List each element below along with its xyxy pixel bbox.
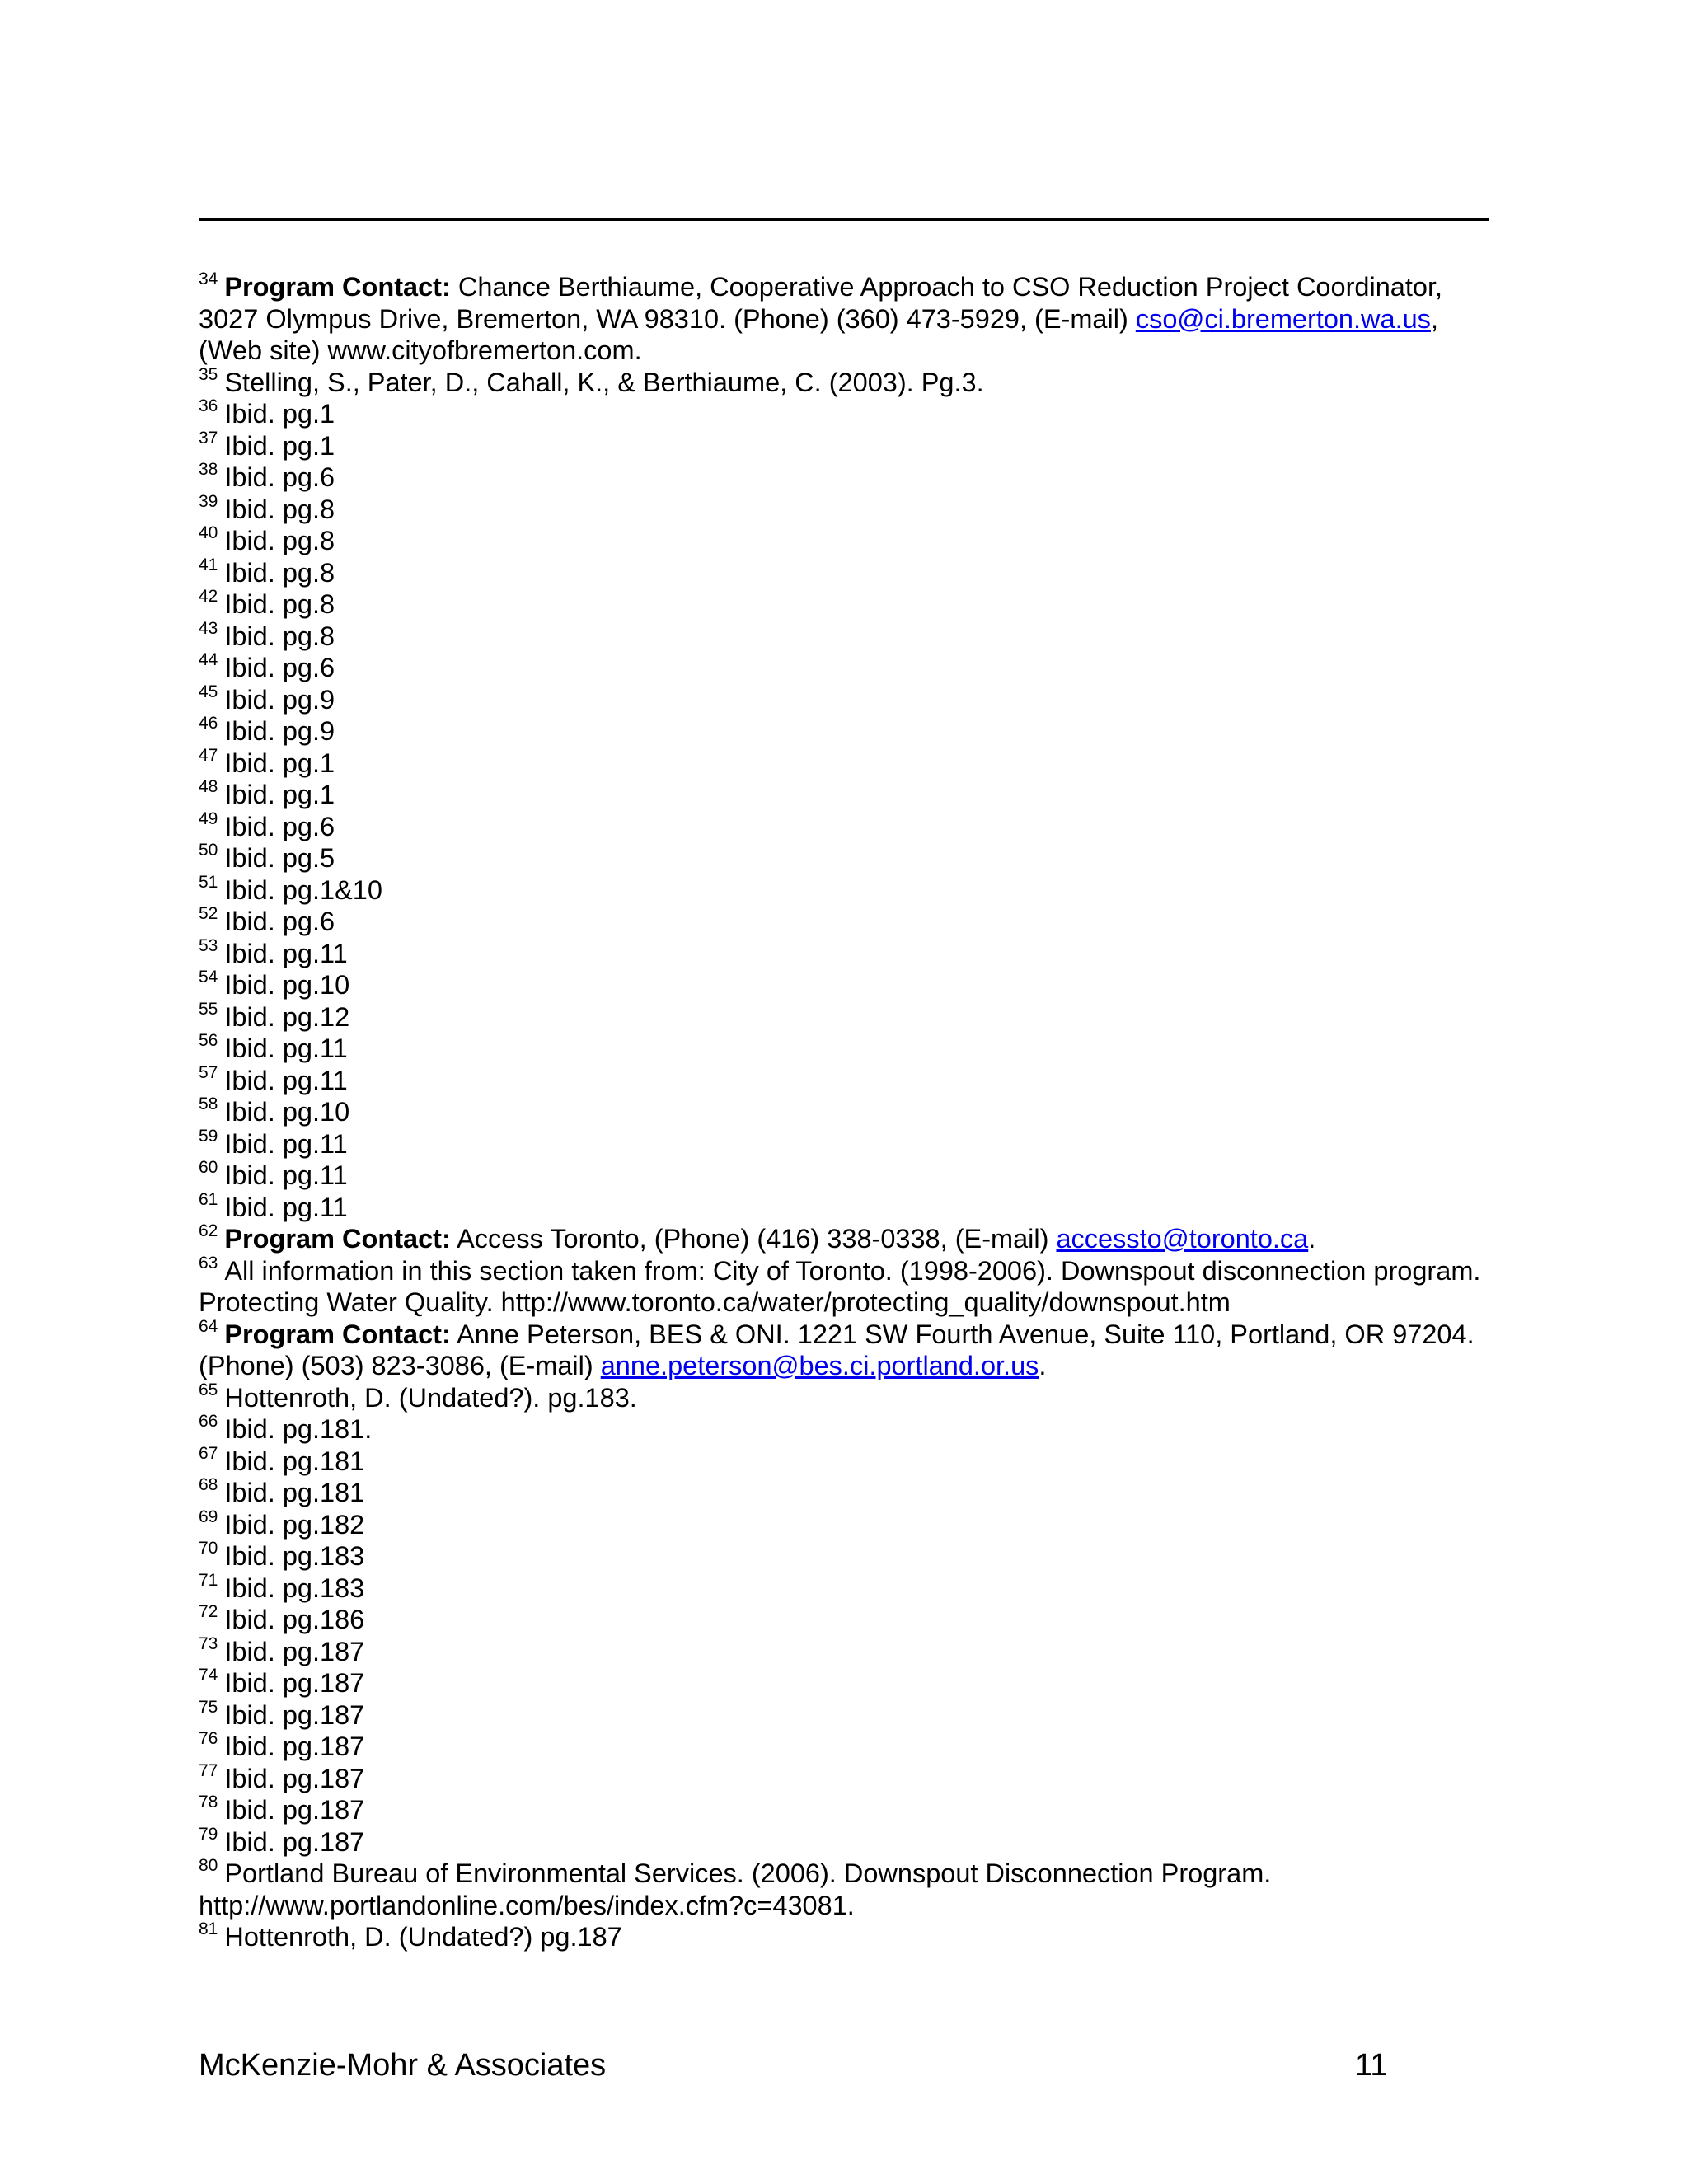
- footnote-77: [199, 1760, 1497, 1795]
- footnote-number: 47: [199, 745, 218, 765]
- footnote-number: 81: [199, 1919, 218, 1939]
- footnote-text-tail: .: [1039, 1351, 1047, 1380]
- footnote-text: Hottenroth, D. (Undated?) pg.187: [224, 1922, 622, 1952]
- footnote-58: [199, 1096, 1497, 1128]
- footnote-number: 35: [199, 364, 218, 384]
- footnotes-list: [199, 271, 1497, 1953]
- footnote-number: 64: [199, 1316, 218, 1336]
- footnote-text: Ibid. pg.11: [224, 1192, 348, 1222]
- footnote-36: [199, 398, 1497, 430]
- footnote-number: 57: [199, 1062, 218, 1082]
- footnote-73: [199, 1633, 1497, 1668]
- footnote-number: 76: [199, 1729, 218, 1749]
- footnote-40: [199, 525, 1497, 557]
- footnote-number: 55: [199, 999, 218, 1019]
- footnote-text-tail: , (Web site) www.cityofbremerton.com.: [199, 303, 1438, 365]
- footnote-text: Ibid. pg.1: [224, 430, 335, 461]
- footnote-38: [199, 462, 1497, 494]
- footnote-text: Ibid. pg.11: [224, 1160, 348, 1190]
- footnote-46: [199, 715, 1497, 748]
- footnote-text: Ibid. pg.6: [224, 811, 335, 841]
- footnote-number: 36: [199, 396, 218, 416]
- footnote-text: Ibid. pg.6: [224, 653, 335, 682]
- footnote-number: 50: [199, 841, 218, 860]
- footnote-70: [199, 1540, 1497, 1572]
- footnote-number: 53: [199, 935, 218, 955]
- footnote-number: 78: [199, 1793, 218, 1812]
- footnote-text: Ibid. pg.5: [224, 843, 335, 873]
- footnote-text: Ibid. pg.8: [224, 557, 335, 588]
- footnote-72: [199, 1604, 1497, 1636]
- footnote-42: [199, 588, 1497, 621]
- footnote-56: [199, 1033, 1497, 1065]
- footnote-48: [199, 779, 1497, 811]
- email-link[interactable]: cso@ci.bremerton.wa.us: [1135, 303, 1431, 334]
- footnote-text: Ibid. pg.187: [224, 1795, 365, 1825]
- footnote-text: Ibid. pg.11: [224, 1033, 348, 1063]
- footnote-text: Access Toronto, (Phone) (416) 338-0338, (E-mail): [450, 1224, 1057, 1254]
- program-contact-label: Program Contact:: [224, 1319, 451, 1349]
- footnote-number: 42: [199, 587, 218, 607]
- footnote-text: Ibid. pg.10: [224, 970, 350, 1000]
- footnote-45: [199, 684, 1497, 716]
- email-link[interactable]: accessto@toronto.ca: [1056, 1224, 1309, 1254]
- footnote-text: Ibid. pg.11: [224, 1128, 348, 1159]
- footnote-text: Ibid. pg.1: [224, 780, 335, 809]
- footnote-39: [199, 491, 1497, 526]
- footnote-text: Ibid. pg.187: [224, 1636, 365, 1666]
- page-number: 11: [1355, 2048, 1388, 2083]
- footnote-79: [199, 1826, 1497, 1858]
- footnote-number: 40: [199, 523, 218, 543]
- footnote-41: [199, 557, 1497, 589]
- footnote-text: Ibid. pg.187: [224, 1668, 365, 1698]
- footnote-number: 68: [199, 1475, 218, 1495]
- footnote-text: Ibid. pg.1: [224, 399, 335, 429]
- footnote-number: 51: [199, 872, 218, 892]
- footnote-text: Ibid. pg.10: [224, 1097, 350, 1127]
- footnote-text: Ibid. pg.186: [224, 1605, 365, 1634]
- footnote-number: 79: [199, 1824, 218, 1844]
- footnote-number: 61: [199, 1189, 218, 1209]
- footnote-text: Ibid. pg.6: [224, 462, 335, 492]
- footnote-number: 43: [199, 618, 218, 638]
- footnote-75: [199, 1699, 1497, 1732]
- footnote-number: 39: [199, 491, 218, 511]
- footnote-62: [199, 1223, 1497, 1255]
- footnote-text: Ibid. pg.11: [224, 1065, 348, 1095]
- footnote-number: 75: [199, 1697, 218, 1717]
- footnote-50: [199, 842, 1497, 874]
- footnote-61: [199, 1189, 1497, 1224]
- footnote-text-tail: .: [1308, 1224, 1316, 1254]
- footnote-51: [199, 874, 1497, 907]
- footnote-number: 71: [199, 1570, 218, 1590]
- footnote-number: 74: [199, 1666, 218, 1685]
- footnote-text: Chance Berthiaume, Cooperative Approach to CSO Reduction Project Coordinator, 3027 Olympus Drive, Bremerton, WA 98310. (Phone) (360) 473-5929, (E-mail): [199, 272, 1451, 334]
- footnote-number: 52: [199, 904, 218, 924]
- footnote-text: Ibid. pg.182: [224, 1509, 365, 1540]
- footnote-number: 67: [199, 1443, 218, 1463]
- footnote-number: 73: [199, 1633, 218, 1653]
- footnote-63: [199, 1255, 1497, 1319]
- footnote-number: 41: [199, 555, 218, 574]
- footnote-81: [199, 1921, 1497, 1953]
- footnote-text: Ibid. pg.181: [224, 1446, 365, 1476]
- footnote-text: Ibid. pg.187: [224, 1732, 365, 1761]
- footnote-text: Ibid. pg.183: [224, 1541, 365, 1571]
- footnote-text: Ibid. pg.1: [224, 748, 335, 778]
- footnote-text: Ibid. pg.8: [224, 526, 335, 555]
- footnote-number: 70: [199, 1539, 218, 1558]
- footnote-68: [199, 1477, 1497, 1509]
- footnote-number: 80: [199, 1856, 218, 1876]
- footnote-number: 69: [199, 1507, 218, 1526]
- footnote-number: 45: [199, 682, 218, 701]
- footnote-number: 66: [199, 1412, 218, 1432]
- footnote-text: Ibid. pg.9: [224, 684, 335, 715]
- footnote-text: Anne Peterson, BES & ONI. 1221 SW Fourth Avenue, Suite 110, Portland, OR 97204. (Phone) (503) 823-3086, (E-mail): [199, 1319, 1482, 1380]
- footnote-52: [199, 906, 1497, 938]
- footnote-71: [199, 1572, 1497, 1605]
- program-contact-label: Program Contact:: [224, 272, 451, 302]
- footnote-number: 63: [199, 1253, 218, 1272]
- footnote-text: Portland Bureau of Environmental Services. (2006). Downspout Disconnection Program. http://www.portlandonline.com/bes/index.cfm?c=43081.: [199, 1858, 1279, 1920]
- footnote-number: 56: [199, 1031, 218, 1051]
- footnote-text: Ibid. pg.187: [224, 1763, 365, 1793]
- footnote-text: Ibid. pg.187: [224, 1699, 365, 1730]
- footnote-number: 77: [199, 1760, 218, 1780]
- footnote-number: 72: [199, 1602, 218, 1622]
- footnote-80: [199, 1858, 1497, 1921]
- footnote-number: 48: [199, 777, 218, 797]
- footnote-69: [199, 1509, 1497, 1541]
- footnote-number: 62: [199, 1221, 218, 1241]
- footnote-43: [199, 618, 1497, 653]
- footnote-text: Ibid. pg.187: [224, 1826, 365, 1857]
- footnote-separator: [199, 218, 1489, 221]
- footnote-number: 38: [199, 460, 218, 480]
- footnote-text: Ibid. pg.11: [224, 938, 348, 968]
- footnote-text: Hottenroth, D. (Undated?). pg.183.: [224, 1382, 637, 1413]
- footnote-74: [199, 1667, 1497, 1699]
- footnote-47: [199, 745, 1497, 780]
- footnote-37: [199, 430, 1497, 462]
- footnote-text: Ibid. pg.9: [224, 716, 335, 746]
- footnote-number: 49: [199, 808, 218, 828]
- footnote-49: [199, 808, 1497, 843]
- footnote-64: [199, 1316, 1497, 1382]
- footnote-35: [199, 364, 1497, 399]
- footnote-text: Ibid. pg.181: [224, 1478, 365, 1507]
- footer-publisher: McKenzie-Mohr & Associates: [199, 2048, 607, 2083]
- footnote-78: [199, 1794, 1497, 1826]
- footnote-53: [199, 935, 1497, 970]
- footnote-55: [199, 1001, 1497, 1033]
- footnote-34: [199, 271, 1497, 367]
- footnote-text: All information in this section taken from: City of Toronto. (1998-2006). Downspout disconnection program. Protecting Water Quality. http://www.toronto.ca/water/protecting_quality/downspout.htm: [199, 1255, 1489, 1317]
- footnote-text: Ibid. pg.6: [224, 907, 335, 936]
- footnote-text: Ibid. pg.183: [224, 1572, 365, 1603]
- footnote-76: [199, 1731, 1497, 1763]
- footnote-54: [199, 969, 1497, 1001]
- footnote-text: Stelling, S., Pater, D., Cahall, K., & Berthiaume, C. (2003). Pg.3.: [224, 367, 984, 397]
- footnote-44: [199, 652, 1497, 684]
- program-contact-label: Program Contact:: [224, 1224, 451, 1254]
- footnote-67: [199, 1443, 1497, 1478]
- footnote-number: 65: [199, 1380, 218, 1399]
- footnote-text: Ibid. pg.8: [224, 589, 335, 619]
- footnote-number: 58: [199, 1094, 218, 1114]
- footnote-number: 60: [199, 1158, 218, 1178]
- footnote-number: 34: [199, 269, 218, 289]
- footnote-57: [199, 1062, 1497, 1097]
- footnote-number: 37: [199, 428, 218, 448]
- footnote-number: 44: [199, 650, 218, 670]
- footnote-66: [199, 1413, 1497, 1446]
- footnote-number: 59: [199, 1126, 218, 1146]
- footnote-59: [199, 1128, 1497, 1160]
- footnote-number: 46: [199, 714, 218, 733]
- footnote-text: Ibid. pg.8: [224, 494, 335, 524]
- footnote-text: Ibid. pg.12: [224, 1001, 350, 1032]
- email-link[interactable]: anne.peterson@bes.ci.portland.or.us: [600, 1351, 1039, 1380]
- footnote-text: Ibid. pg.1&10: [224, 874, 382, 905]
- footnote-60: [199, 1160, 1497, 1192]
- footnote-text: Ibid. pg.181.: [224, 1414, 373, 1444]
- footnote-65: [199, 1382, 1497, 1414]
- footnote-text: Ibid. pg.8: [224, 621, 335, 651]
- footnote-number: 54: [199, 968, 218, 987]
